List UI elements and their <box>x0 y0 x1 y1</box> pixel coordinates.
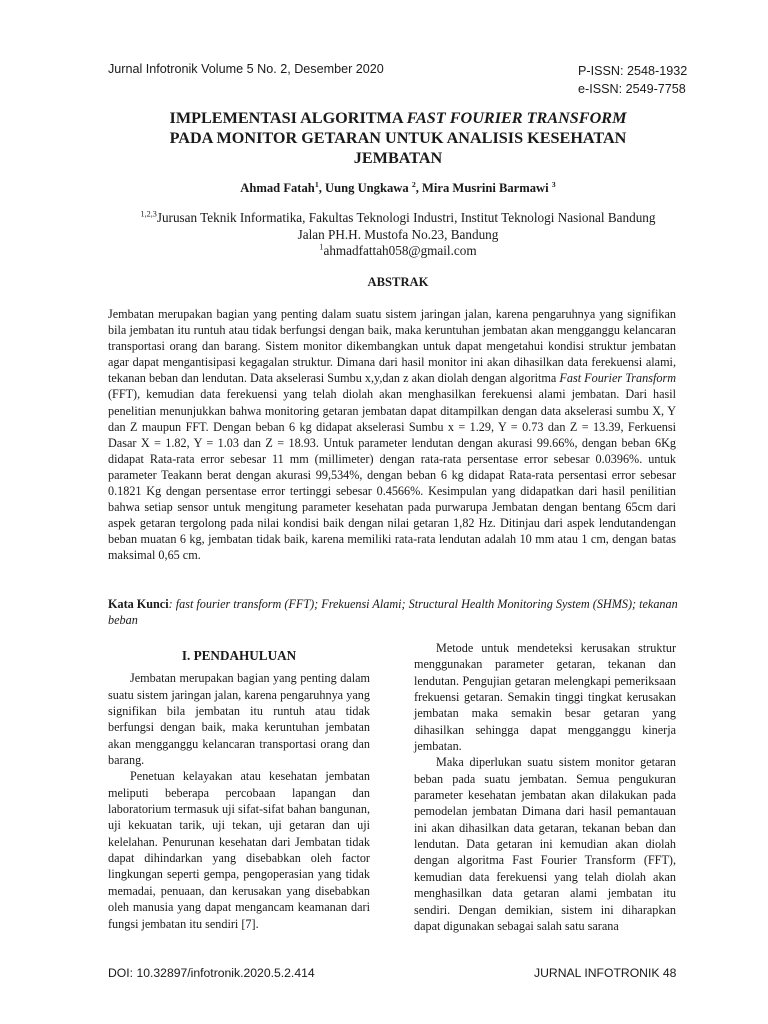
left-column <box>108 640 370 932</box>
keywords-text: : fast fourier transform (FFT); Frekuensi Alami; Structural Health Monitoring System (SHMS); tekanan beban <box>108 597 678 628</box>
keywords-label: Kata Kunci <box>108 597 169 611</box>
left-paragraph-1: Jembatan merupakan bagian yang penting dalam suatu sistem jaringan jalan, karena pengaruhnya yang signifikan bila jembatan itu runtuh atau tidak berfungsi dengan baik, maka keruntuhan jembatan akan mengganggu kelancaran transportasi orang dan barang. <box>108 671 370 768</box>
issn-block <box>578 62 687 98</box>
affiliation-line-2: Jalan PH.H. Mustofa No.23, Bandung <box>297 226 499 242</box>
right-paragraph-2: Maka diperlukan suatu sistem monitor getaran beban pada suatu jembatan. Semua pengukuran parameter kesehatan jembatan akan dilakukan pada pemodelan jembatan Dimana dari hasil pemantauan ini akan dihasilkan data getaran, tekanan beban dan lendutan. Data getaran ini kemudian akan diolah dengan algoritma Fast Fourier Transform (FFT), kemudian data ferekuensi yang telah diolah akan menghasilkan data getaran alami jembatan itu sendiri. Dengan demikian, sistem ini diharapkan dapat digunakan sebagai salah satu sarana <box>414 755 676 933</box>
title-line-3: JEMBATAN <box>353 149 443 167</box>
footer-doi: DOI: 10.32897/infotronik.2020.5.2.414 <box>108 966 315 980</box>
right-column <box>414 640 676 934</box>
title-italic-fft: FAST FOURIER TRANSFORM <box>406 109 627 127</box>
abstract-heading: ABSTRAK <box>367 275 429 289</box>
abstract-fft-italic: Fast Fourier Transform <box>559 371 676 386</box>
journal-header: Jurnal Infotronik Volume 5 No. 2, Desember 2020 <box>108 62 384 76</box>
section-heading: I. PENDAHULUAN <box>181 648 297 663</box>
right-paragraph-1: Metode untuk mendeteksi kerusakan struktur menggunakan parameter getaran, tekanan dan lendutan. Pengujian getaran melengkapi pemeriksaan frekuensi getaran. Semakin tinggi tingkat kerusakan jembatan maka semakin besar getaran yang dihasilkan sehingga dapat mengganggu kinerja jembatan. <box>414 641 676 754</box>
affiliation <box>108 210 688 260</box>
title-line-2: PADA MONITOR GETARAN UNTUK ANALISIS KESEHATAN <box>169 129 627 147</box>
pissn: P-ISSN: 2548-1932 <box>578 64 688 78</box>
affiliation-line-1: $^{1,2,3}$Jurusan Teknik Informatika, Fakultas Teknologi Industri, Institut Teknologi Nasional Bandung <box>140 209 656 225</box>
abstract-body: Jembatan merupakan bagian yang penting dalam suatu sistem jaringan jalan, karena pengaruhnya yang signifikan bila jembatan itu runtuh atau tidak berfungsi dengan baik, maka keruntuhan jembatan akan mengganggu kelancaran transportasi orang dan barang. Sistem monitor dikembangkan untuk dapat mengetahui kondisi struktur jembatan agar dapat mengantisipasi kegagalan struktur. Dimana dari hasil monitor ini akan dihasilkan data ferekuensi alami, tekanan beban dan lendutan. Data akselerasi Sumbu x,y,dan z akan diolah dengan algoritma Fast Fourier Transform (FFT), kemudian data ferekuensi yang telah diolah akan menghasilkan ferekuensi alami jembatan. Dari hasil penelitian menunjukkan bahwa monitoring getaran jembatan dapat ditampilkan dengan data akselerasi sumbu X, Y dan Z maupun FFT. Dengan beban 6 kg didapat akselerasi Sumbu x = 1.29, Y = 0.73 dan Z = 13.39, Ferkuensi Dasar X = 1.82, Y = 1.03 dan Z = 18.93. Untuk parameter lendutan dengan akurasi 99.66%, dengan beban 6Kg didapat Rata-rata error sebesar 11 mm (millimeter) dengan rata-rata persentase error sebesar 0.0396%. untuk parameter Teakann berat dengan akurasi 99,534%, dengan beban 6 kg didapat Rata-rata persentasi error sebesar 0.1821 Kg dengan persentase error tertinggi sebesar 0.4566%. Kesimpulan yang didapatkan dari hasil penilitian bahwa setiap sensor untuk mengitung parameter kesehatan pada purwarupa Jembatan dengan bentang 65cm dari aspek getaran tergolong pada nilai kondisi baik dengan nilai getaran 1,82 Hz. Ditinjau dari aspek lendutandengan beban muatan 6 kg, jembatan tidak baik, karena memiliki rata-rata lendutan adalah 10 mm atau 1 cm, dengan batas maksimal 0,65 cm. <box>108 307 676 563</box>
title-line-1: IMPLEMENTASI ALGORITMA FAST FOURIER TRANSFORM <box>169 109 627 127</box>
affiliation-email: $^1$ahmadfattah058@gmail.com <box>319 242 477 258</box>
eissn: e-ISSN: 2549-7758 <box>578 82 686 96</box>
left-paragraph-2: Penetuan kelayakan atau kesehatan jembatan meliputi beberapa percobaan lapangan dan laboratorium termasuk uji sifat-sifat bahan bangunan, uji kekuatan tarik, uji tekan, uji getaran dan uji kelelahan. Penurunan kesehatan dari Jembatan tidak dapat dihindarkan yang disebabkan oleh factor lingkungan seperti gempa, pengoperasian yang tidak memadai, penuaan, dan kerusakan yang disebabkan oleh manusia yang dapat mengancam keamanan dari fungsi jembatan itu sendiri [7]. <box>108 769 370 931</box>
keywords <box>108 596 678 628</box>
paper-title <box>108 108 688 168</box>
authors: Ahmad Fatah$^1$, Uung Ungkawa $^2$, Mira Musrini Barmawi $^3$ <box>240 179 556 195</box>
footer-journal-page: JURNAL INFOTRONIK 48 <box>534 966 677 980</box>
